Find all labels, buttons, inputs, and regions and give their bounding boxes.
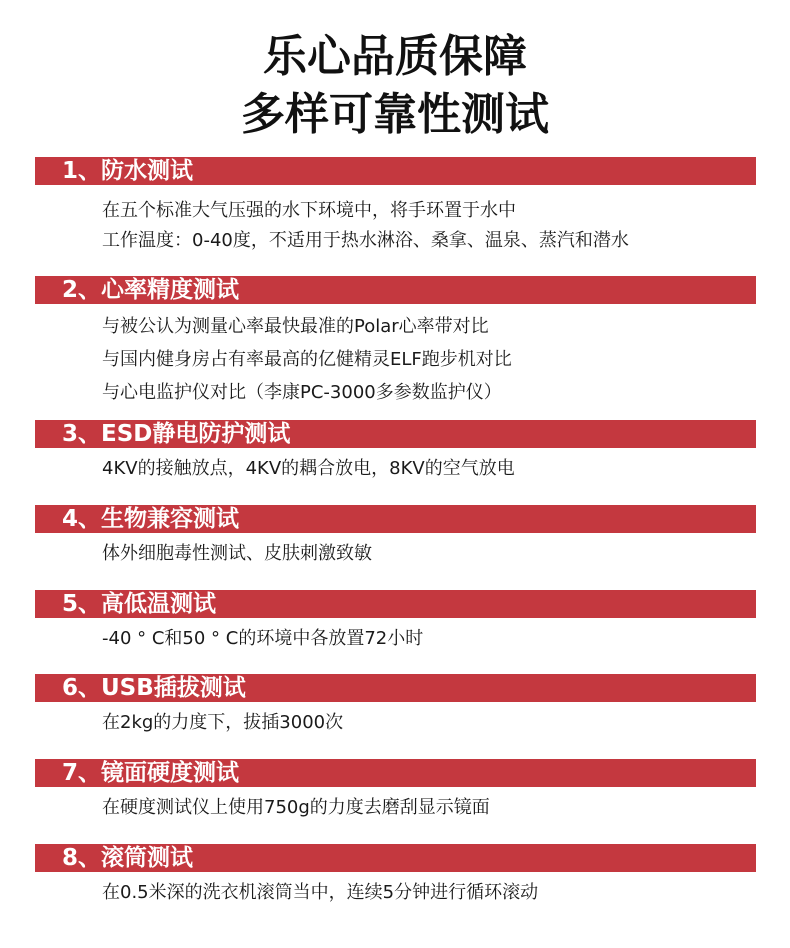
- section-header-bar: [35, 759, 756, 787]
- section-header-bar: [35, 276, 756, 304]
- section-title: 3、ESD静电防护测试: [62, 421, 291, 447]
- section-title: 5、高低温测试: [62, 591, 217, 617]
- page-title: 乐心品质保障: [263, 31, 527, 82]
- section-header-bar: [35, 590, 756, 618]
- section-title: 7、镜面硬度测试: [62, 760, 240, 786]
- page-subtitle: 多样可靠性测试: [241, 89, 549, 140]
- section-line: 在0.5米深的洗衣机滚筒当中，连续5分钟进行循环滚动: [102, 882, 539, 903]
- section-line: 与心电监护仪对比（李康PC-3000多参数监护仪）: [102, 382, 502, 403]
- section-header-bar: [35, 674, 756, 702]
- section-line: 在五个标准大气压强的水下环境中，将手环置于水中: [102, 200, 516, 221]
- section-title: 6、USB插拔测试: [62, 675, 246, 701]
- section-line: 与国内健身房占有率最高的亿健精灵ELF跑步机对比: [102, 349, 512, 370]
- section-line: 工作温度：0-40度，不适用于热水淋浴、桑拿、温泉、蒸汽和潜水: [102, 230, 629, 251]
- section-line: 在硬度测试仪上使用750g的力度去磨刮显示镜面: [102, 797, 490, 818]
- section-line: -40 ° C和50 ° C的环境中各放置72小时: [102, 628, 424, 649]
- section-header-bar: [35, 505, 756, 533]
- section-line: 4KV的接触放点，4KV的耦合放电，8KV的空气放电: [102, 458, 515, 479]
- section-title: 8、滚筒测试: [62, 845, 194, 871]
- section-header-bar: [35, 844, 756, 872]
- section-line: 体外细胞毒性测试、皮肤刺激致敏: [102, 543, 372, 564]
- section-title: 4、生物兼容测试: [62, 506, 240, 532]
- section-line: 在2kg的力度下，拔插3000次: [102, 712, 344, 733]
- section-title: 2、心率精度测试: [62, 277, 240, 303]
- section-line: 与被公认为测量心率最快最准的Polar心率带对比: [102, 316, 489, 337]
- section-header-bar: [35, 157, 756, 185]
- section-header-bar: [35, 420, 756, 448]
- section-title: 1、防水测试: [62, 158, 194, 184]
